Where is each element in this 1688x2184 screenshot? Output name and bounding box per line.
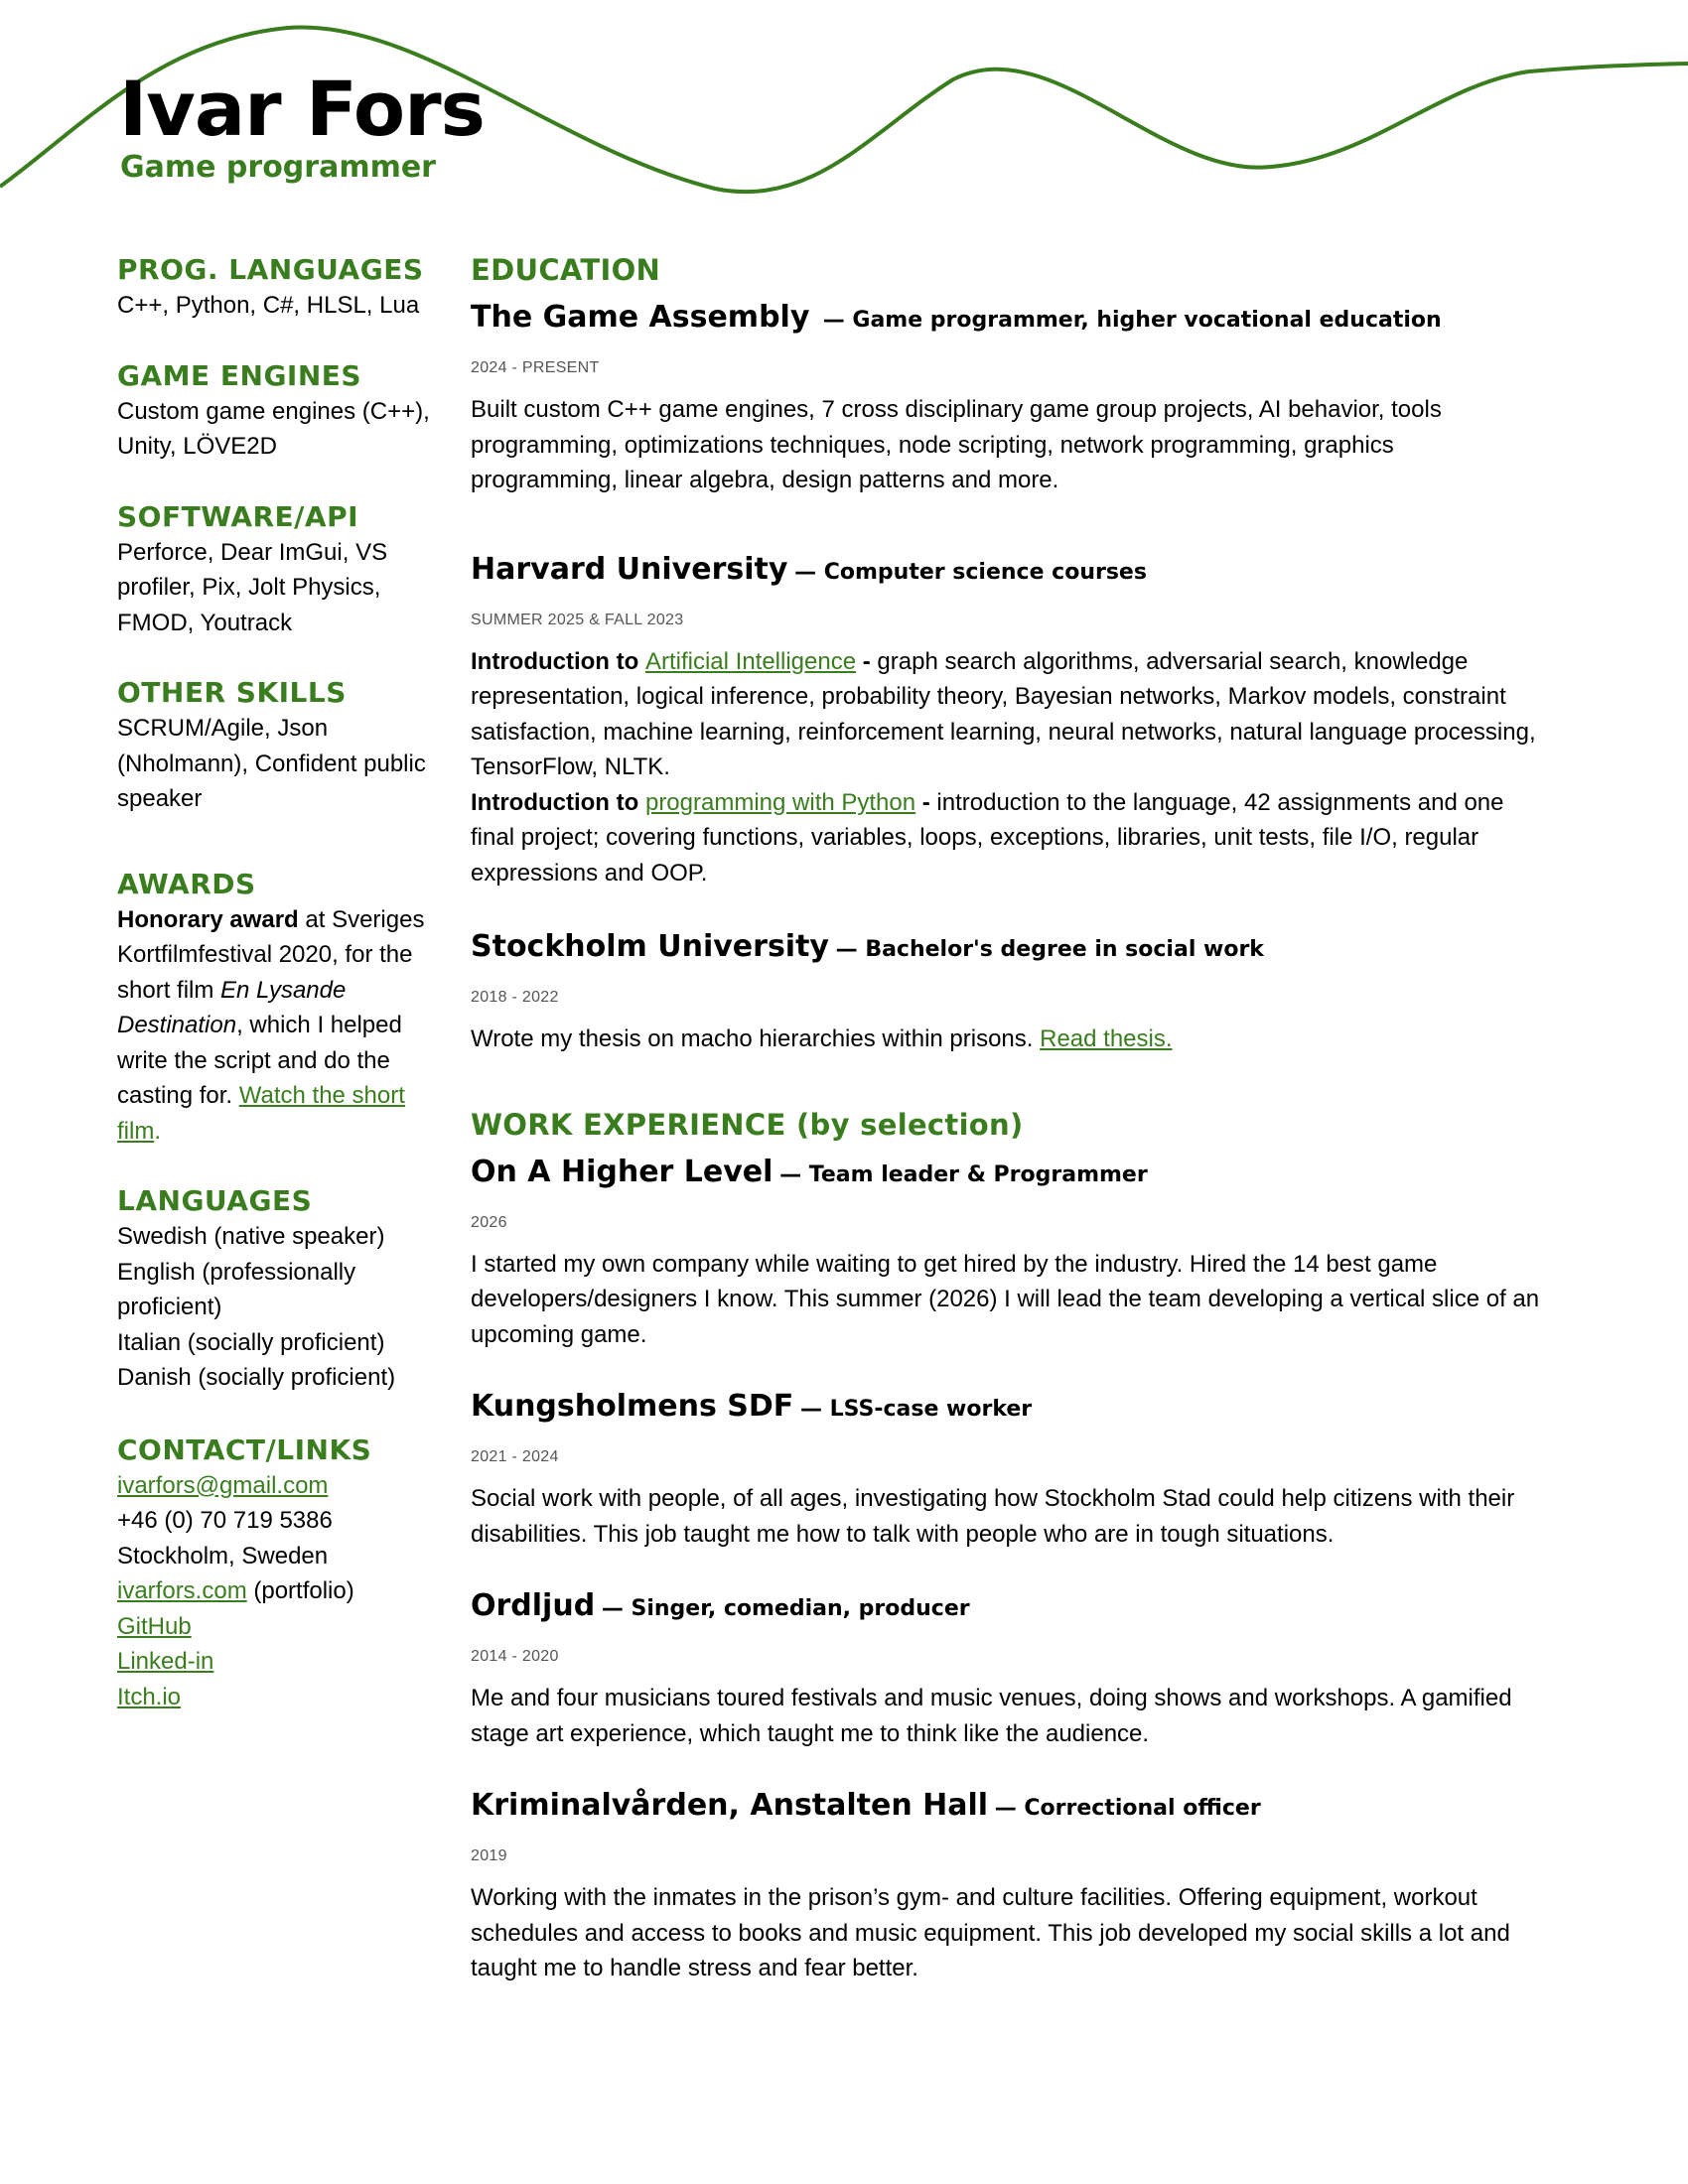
entry-role: — Team leader & Programmer [779,1161,1148,1187]
entry-description: Wrote my thesis on macho hierarchies within prisons. Read thesis. [471,1025,1173,1052]
entry-date: 2021 - 2024 [471,1448,559,1465]
prog-languages-heading: PROG. LANGUAGES [117,253,424,286]
award-end: . [154,1117,161,1145]
other-skills-section [117,675,435,817]
game-engines-section [117,358,435,465]
read-thesis-link[interactable]: Read thesis. [1040,1025,1173,1052]
itch-link[interactable]: Itch.io [117,1683,182,1710]
location: Stockholm, Sweden [117,1542,329,1570]
entry-date: 2014 - 2020 [471,1648,559,1665]
course-python: Introduction to programming with Python - introduction to the language, 42 assignments and one final project; covering functions, variables, loops, exceptions, libraries, unit tests, file I/O, regular expressions and OOP. [471,788,1504,887]
game-engines-heading: GAME ENGINES [117,358,362,392]
entry-role: — Singer, comedian, producer [601,1596,970,1621]
education-entry-stockholm [471,927,1543,1057]
job-title: Game programmer [120,150,436,185]
language-item: Italian (socially proficient) [117,1328,385,1356]
github-link[interactable]: GitHub [117,1612,192,1640]
entry-role: — Correctional officer [994,1796,1261,1821]
linkedin-link[interactable]: Linked-in [117,1648,214,1675]
award-name: Honorary award [117,905,299,933]
languages-section [117,1183,435,1396]
entry-description [471,644,1543,891]
entry-description: Me and four musicians toured festivals and music venues, doing shows and workshops. A gamified stage art experience, which taught me to think like the audience. [471,1685,1512,1747]
software-section [117,499,435,641]
languages-heading: LANGUAGES [117,1184,313,1217]
entry-organization: Kungsholmens SDF [471,1389,794,1424]
python-course-link[interactable]: programming with Python [644,788,916,816]
main-content [471,252,1543,2028]
language-item: English (professionally proficient) [117,1258,356,1320]
awards-section [117,867,435,1150]
entry-organization: Ordljud [471,1588,596,1623]
entry-role: — Bachelor's degree in social work [835,937,1264,962]
course-ai: Introduction to Artificial Intelligence - graph search algorithms, adversarial search, knowledge representation, logical inference, probability theory, Bayesian networks, Markov models, constraint satisfaction, machine learning, reinforcement learning, neural networks, natural language processing, TensorFlow, NLTK. [471,647,1536,780]
entry-organization: Harvard University [471,551,788,587]
phone-number: +46 (0) 70 719 5386 [117,1507,333,1534]
work-entry [471,1387,1543,1552]
entry-organization: Stockholm University [471,929,829,964]
software-text: Perforce, Dear ImGui, VS profiler, Pix, Jolt Physics, FMOD, Youtrack [117,538,388,636]
language-item: Danish (socially proficient) [117,1364,396,1391]
entry-date: 2019 [471,1847,507,1864]
watch-short-film-link[interactable]: Watch the short film [117,1082,405,1145]
entry-description: Working with the inmates in the prison’s gym- and culture facilities. Offering equipment, workout schedules and access to books and music equipment. This job developed my social skills a lot and taught me to handle stress and fear better. [471,1884,1510,1981]
contact-heading: CONTACT/LINKS [117,1433,372,1466]
work-entry [471,1586,1543,1751]
entry-role: — LSS-case worker [799,1397,1033,1422]
portfolio-suffix: (portfolio) [246,1577,354,1604]
award-text-1: at Sveriges Kortfilmfestival 2020, for the short film [117,905,425,1004]
prog-languages-section [117,252,435,324]
entry-role: — Computer science courses [794,559,1147,585]
entry-organization: The Game Assembly [471,300,810,335]
prog-languages-text: C++, Python, C#, HLSL, Lua [117,292,420,319]
ai-course-link[interactable]: Artificial Intelligence [644,647,857,675]
entry-date: 2018 - 2022 [471,989,559,1006]
portfolio-link[interactable]: ivarfors.com [117,1577,247,1604]
awards-text [117,902,435,1150]
education-entry-harvard [471,550,1543,891]
entry-description: I started my own company while waiting to get hired by the industry. Hired the 14 best game developers/designers I know. This summer (2026) I will lead the team developing a vertical slice of an upcoming game. [471,1250,1540,1348]
entry-date: 2024 - PRESENT [471,359,600,376]
email-link[interactable]: ivarfors@gmail.com [117,1471,329,1499]
work-entry [471,1153,1543,1353]
film-title: En Lysande Destination [117,976,347,1038]
entry-date: 2026 [471,1213,507,1231]
game-engines-text: Custom game engines (C++), Unity, LÖVE2D [117,397,430,460]
person-name: Ivar Fors [119,65,485,153]
work-experience-heading: WORK EXPERIENCE (by selection) [471,1107,1024,1142]
awards-heading: AWARDS [117,867,256,900]
entry-date: SUMMER 2025 & FALL 2023 [471,611,684,628]
education-heading: EDUCATION [471,253,661,287]
entry-description: Social work with people, of all ages, investigating how Stockholm Stad could help citizens with their disabilities. This job taught me how to talk with people who are in tough situations. [471,1485,1515,1548]
sidebar [117,252,435,1749]
other-skills-text: SCRUM/Agile, Json (Nholmann), Confident public speaker [117,715,426,812]
software-heading: SOFTWARE/API [117,499,359,533]
entry-role: — Game programmer, higher vocational education [822,308,1442,333]
other-skills-heading: OTHER SKILLS [117,676,347,709]
education-entry-tga [471,298,1543,498]
entry-organization: On A Higher Level [471,1154,774,1189]
language-item: Swedish (native speaker) [117,1223,385,1250]
entry-description: Built custom C++ game engines, 7 cross disciplinary game group projects, AI behavior, tools programming, optimizations techniques, node scripting, network programming, graphics programming, linear algebra, design patterns and more. [471,396,1442,493]
contact-section [117,1433,435,1715]
entry-organization: Kriminalvården, Anstalten Hall [471,1788,989,1823]
work-entry [471,1786,1543,1986]
award-text-2: , which I helped write the script and do the casting for. [117,1012,402,1109]
